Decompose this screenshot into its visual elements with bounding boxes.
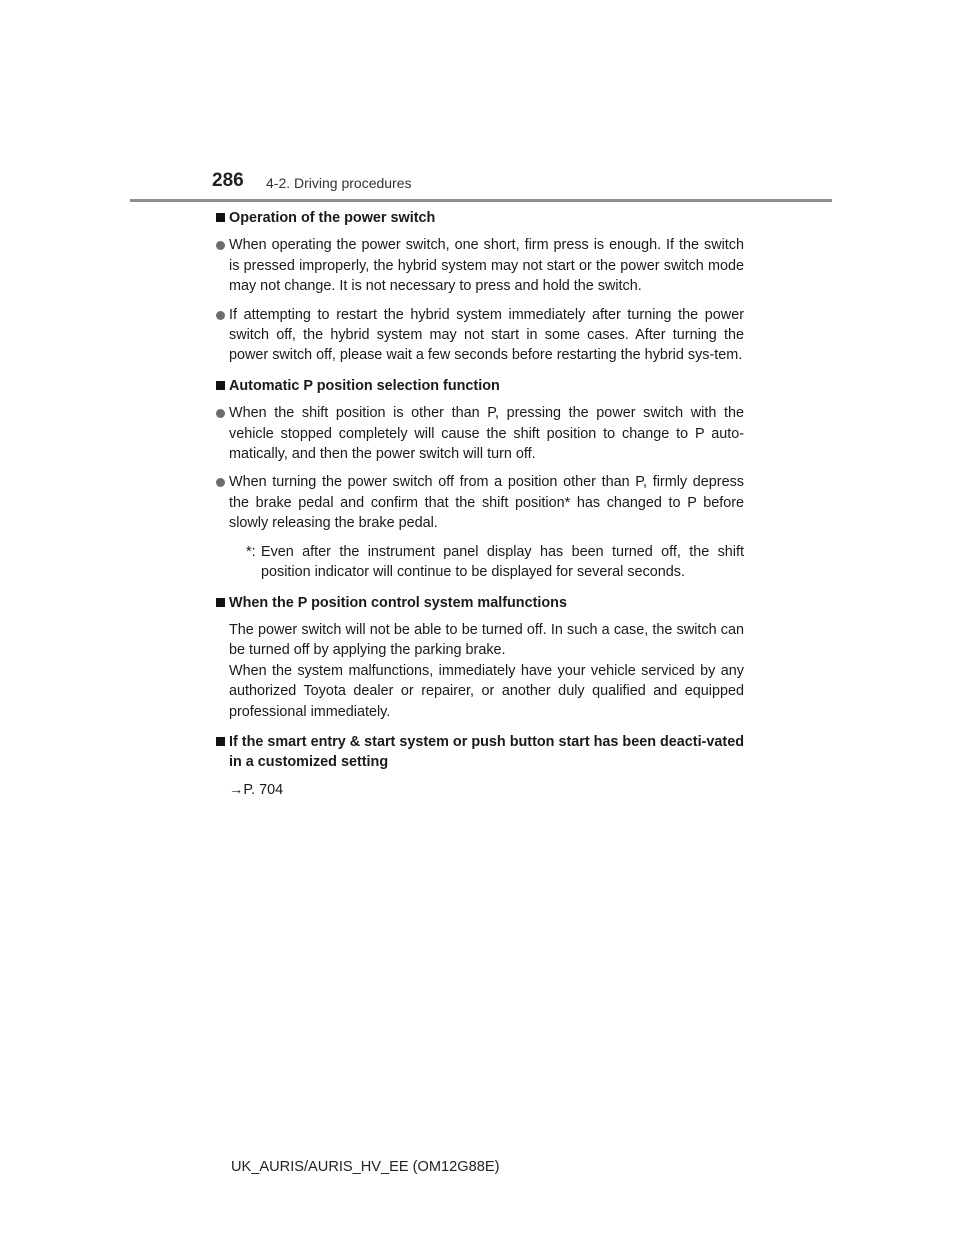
- circle-bullet-icon: [216, 478, 225, 487]
- circle-bullet-icon: [216, 241, 225, 250]
- header-rule: [130, 199, 832, 202]
- square-bullet-icon: [216, 381, 225, 390]
- bullet-text: If attempting to restart the hybrid system immediately after turning the power switch off, the hybrid system may not start in some cases. After turning the power switch off, please wait a few seconds before restarting the hybrid sys-tem.: [229, 306, 744, 364]
- bullet-text: When operating the power switch, one short, firm press is enough. If the switch is pressed improperly, the hybrid system may not start or the power switch mode may not change. It is not necessary to press and hold the switch.: [229, 237, 744, 295]
- bullet-item: [216, 305, 744, 366]
- bullet-item: [216, 472, 744, 533]
- bullet-text: When turning the power switch off from a position other than P, firmly depress the brake pedal and confirm that the shift position* has changed to P before slowly releasing the brake pedal.: [229, 474, 744, 532]
- paragraph: The power switch will not be able to be turned off. In such a case, the switch can be turned off by applying the parking brake.: [229, 621, 744, 659]
- heading-text: Operation of the power switch: [229, 210, 436, 226]
- heading-auto-p: [216, 376, 744, 396]
- square-bullet-icon: [216, 598, 225, 607]
- heading-smart-entry: [216, 732, 744, 773]
- page-content: [216, 208, 744, 800]
- heading-text: When the P position control system malfunctions: [229, 594, 567, 611]
- heading-p-malfunction: [216, 593, 744, 613]
- square-bullet-icon: [216, 213, 225, 222]
- circle-bullet-icon: [216, 409, 225, 418]
- page-reference-link[interactable]: →P. 704: [229, 781, 284, 798]
- heading-text: If the smart entry & start system or push button start has been deacti-vated in a customized setting: [229, 733, 744, 771]
- footnote: [216, 542, 744, 583]
- document-id: UK_AURIS/AURIS_HV_EE (OM12G88E): [231, 1159, 500, 1175]
- footnote-text: Even after the instrument panel display has been turned off, the shift position indicator will continue to be displayed for several seconds.: [261, 543, 744, 581]
- square-bullet-icon: [216, 737, 225, 746]
- bullet-item: [216, 403, 744, 464]
- circle-bullet-icon: [216, 311, 225, 320]
- heading-power-switch: [216, 208, 744, 228]
- bullet-text: When the shift position is other than P, pressing the power switch with the vehicle stopped completely will cause the shift position to change to P auto-matically, and then the power switch will turn off.: [229, 405, 744, 463]
- section-title: 4-2. Driving procedures: [266, 175, 412, 191]
- heading-text: Automatic P position selection function: [229, 377, 500, 394]
- page-number: 286: [212, 170, 244, 191]
- paragraph: When the system malfunctions, immediately have your vehicle serviced by any authorized Toyota dealer or repairer, or another duly qualified and equipped professional immediately.: [229, 662, 744, 720]
- footnote-mark: *:: [246, 543, 256, 560]
- bullet-item: [216, 235, 744, 296]
